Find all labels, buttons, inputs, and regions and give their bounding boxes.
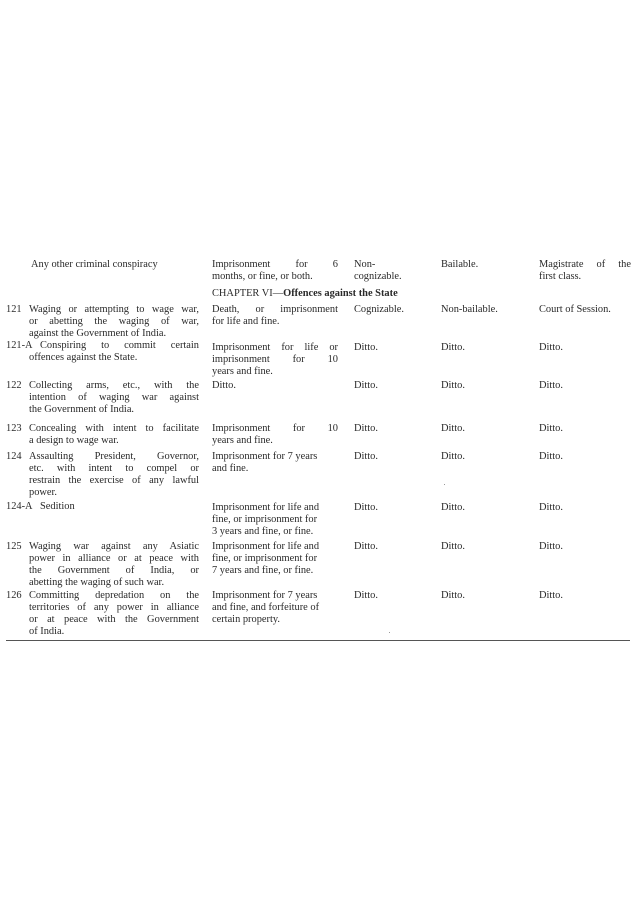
section-number: 121-A — [6, 340, 33, 351]
bail-text: Ditto. — [441, 502, 465, 513]
court-text: Ditto. — [539, 423, 563, 434]
offence-text: Any other criminal conspiracy — [31, 259, 158, 270]
punishment-line: 3 years and fine, or fine. — [212, 526, 314, 537]
section-number: 123 — [6, 423, 22, 434]
offence-line: or at peace with the Government — [29, 614, 199, 625]
offence-line: restrain the exercise of any lawful — [29, 475, 199, 486]
court-line: Magistrate of the — [539, 259, 631, 270]
offence-line: Sedition — [40, 501, 75, 512]
punishment-line: Imprisonment for 7 years — [212, 590, 318, 601]
punishment-line: Death, or imprisonment — [212, 304, 338, 315]
offence-line: territories of any power in alliance — [29, 602, 199, 613]
punishment-line: months, or fine, or both. — [212, 271, 313, 282]
court-text: Ditto. — [539, 502, 563, 513]
offence-line: the Government of India. — [29, 404, 135, 415]
offence-line: etc. with intent to compel or — [29, 463, 199, 474]
cognizance-text: Ditto. — [354, 342, 378, 353]
offence-line: Committing depredation on the — [29, 590, 199, 601]
punishment-line: Imprisonment for life and — [212, 541, 320, 552]
punishment-line: Imprisonment for 7 years — [212, 451, 318, 462]
punishment-line: Imprisonment for 6 — [212, 259, 338, 270]
section-number: 122 — [6, 380, 22, 391]
cognizance-text: Ditto. — [354, 541, 378, 552]
bail-text: Ditto. — [441, 541, 465, 552]
section-number: 126 — [6, 590, 22, 601]
bail-text: Ditto. — [441, 380, 465, 391]
cognizance-text: Ditto. — [354, 451, 378, 462]
offence-line: or abetting the waging of war, — [29, 316, 199, 327]
court-text: Ditto. — [539, 541, 563, 552]
scan-speck — [389, 632, 390, 633]
punishment-line: Ditto. — [212, 380, 236, 391]
cognizance-text: Ditto. — [354, 502, 378, 513]
chapter-prefix: CHAPTER VI— — [212, 288, 284, 299]
court-text: Ditto. — [539, 590, 563, 601]
offence-line: against the Government of India. — [29, 328, 167, 339]
punishment-line: imprisonment for 10 — [212, 354, 338, 365]
bail-text: Bailable. — [441, 259, 479, 270]
section-number: 121 — [6, 304, 22, 315]
cognizance-text: Cognizable. — [354, 304, 404, 315]
punishment-line: fine, or imprisonment for — [212, 514, 318, 525]
offence-line: intention of waging war against — [29, 392, 199, 403]
court-text: Court of Session. — [539, 304, 611, 315]
punishment-line: years and fine. — [212, 435, 273, 446]
court-text: Ditto. — [539, 342, 563, 353]
punishment-line: 7 years and fine, or fine. — [212, 565, 314, 576]
chapter-heading — [212, 288, 398, 300]
court-line: first class. — [539, 271, 582, 282]
offence-line: abetting the waging of such war. — [29, 577, 165, 588]
offence-line: offences against the State. — [29, 352, 138, 363]
bail-text: Non-bailable. — [441, 304, 498, 315]
punishment-line: Imprisonment for life or — [212, 342, 338, 353]
punishment-line: for life and fine. — [212, 316, 280, 327]
offence-line: a design to wage war. — [29, 435, 119, 446]
punishment-line: and fine. — [212, 463, 249, 474]
punishment-line: years and fine. — [212, 366, 273, 377]
scan-speck — [444, 484, 445, 485]
section-number: 125 — [6, 541, 22, 552]
court-text: Ditto. — [539, 451, 563, 462]
bail-text: Ditto. — [441, 451, 465, 462]
punishment-line: fine, or imprisonment for — [212, 553, 318, 564]
offence-line: Concealing with intent to facilitate — [29, 423, 199, 434]
cognizance-text: Ditto. — [354, 423, 378, 434]
cognizance-text: Ditto. — [354, 380, 378, 391]
cognizance-text: Ditto. — [354, 590, 378, 601]
chapter-title: Offences against the State — [283, 288, 398, 299]
punishment-line: and fine, and forfeiture of — [212, 602, 320, 613]
offence-line: Waging or attempting to wage war, — [29, 304, 199, 315]
cognizance-line: Non- — [354, 259, 376, 270]
punishment-line: Imprisonment for 10 — [212, 423, 338, 434]
punishment-line: Imprisonment for life and — [212, 502, 320, 513]
offence-line: Assaulting President, Governor, — [29, 451, 199, 462]
section-number: 124-A — [6, 501, 33, 512]
cognizance-line: cognizable. — [354, 271, 402, 282]
offence-line: Collecting arms, etc., with the — [29, 380, 199, 391]
offence-line: of India. — [29, 626, 65, 637]
section-number: 124 — [6, 451, 22, 462]
court-text: Ditto. — [539, 380, 563, 391]
punishment-line: certain property. — [212, 614, 280, 625]
table-bottom-rule — [6, 640, 630, 641]
offence-line: power in alliance or at peace with — [29, 553, 199, 564]
bail-text: Ditto. — [441, 590, 465, 601]
offence-line: the Government of India, or — [29, 565, 199, 576]
offence-line: power. — [29, 487, 57, 498]
offence-line: Waging war against any Asiatic — [29, 541, 199, 552]
bail-text: Ditto. — [441, 342, 465, 353]
bail-text: Ditto. — [441, 423, 465, 434]
offence-line: Conspiring to commit certain — [40, 340, 199, 351]
